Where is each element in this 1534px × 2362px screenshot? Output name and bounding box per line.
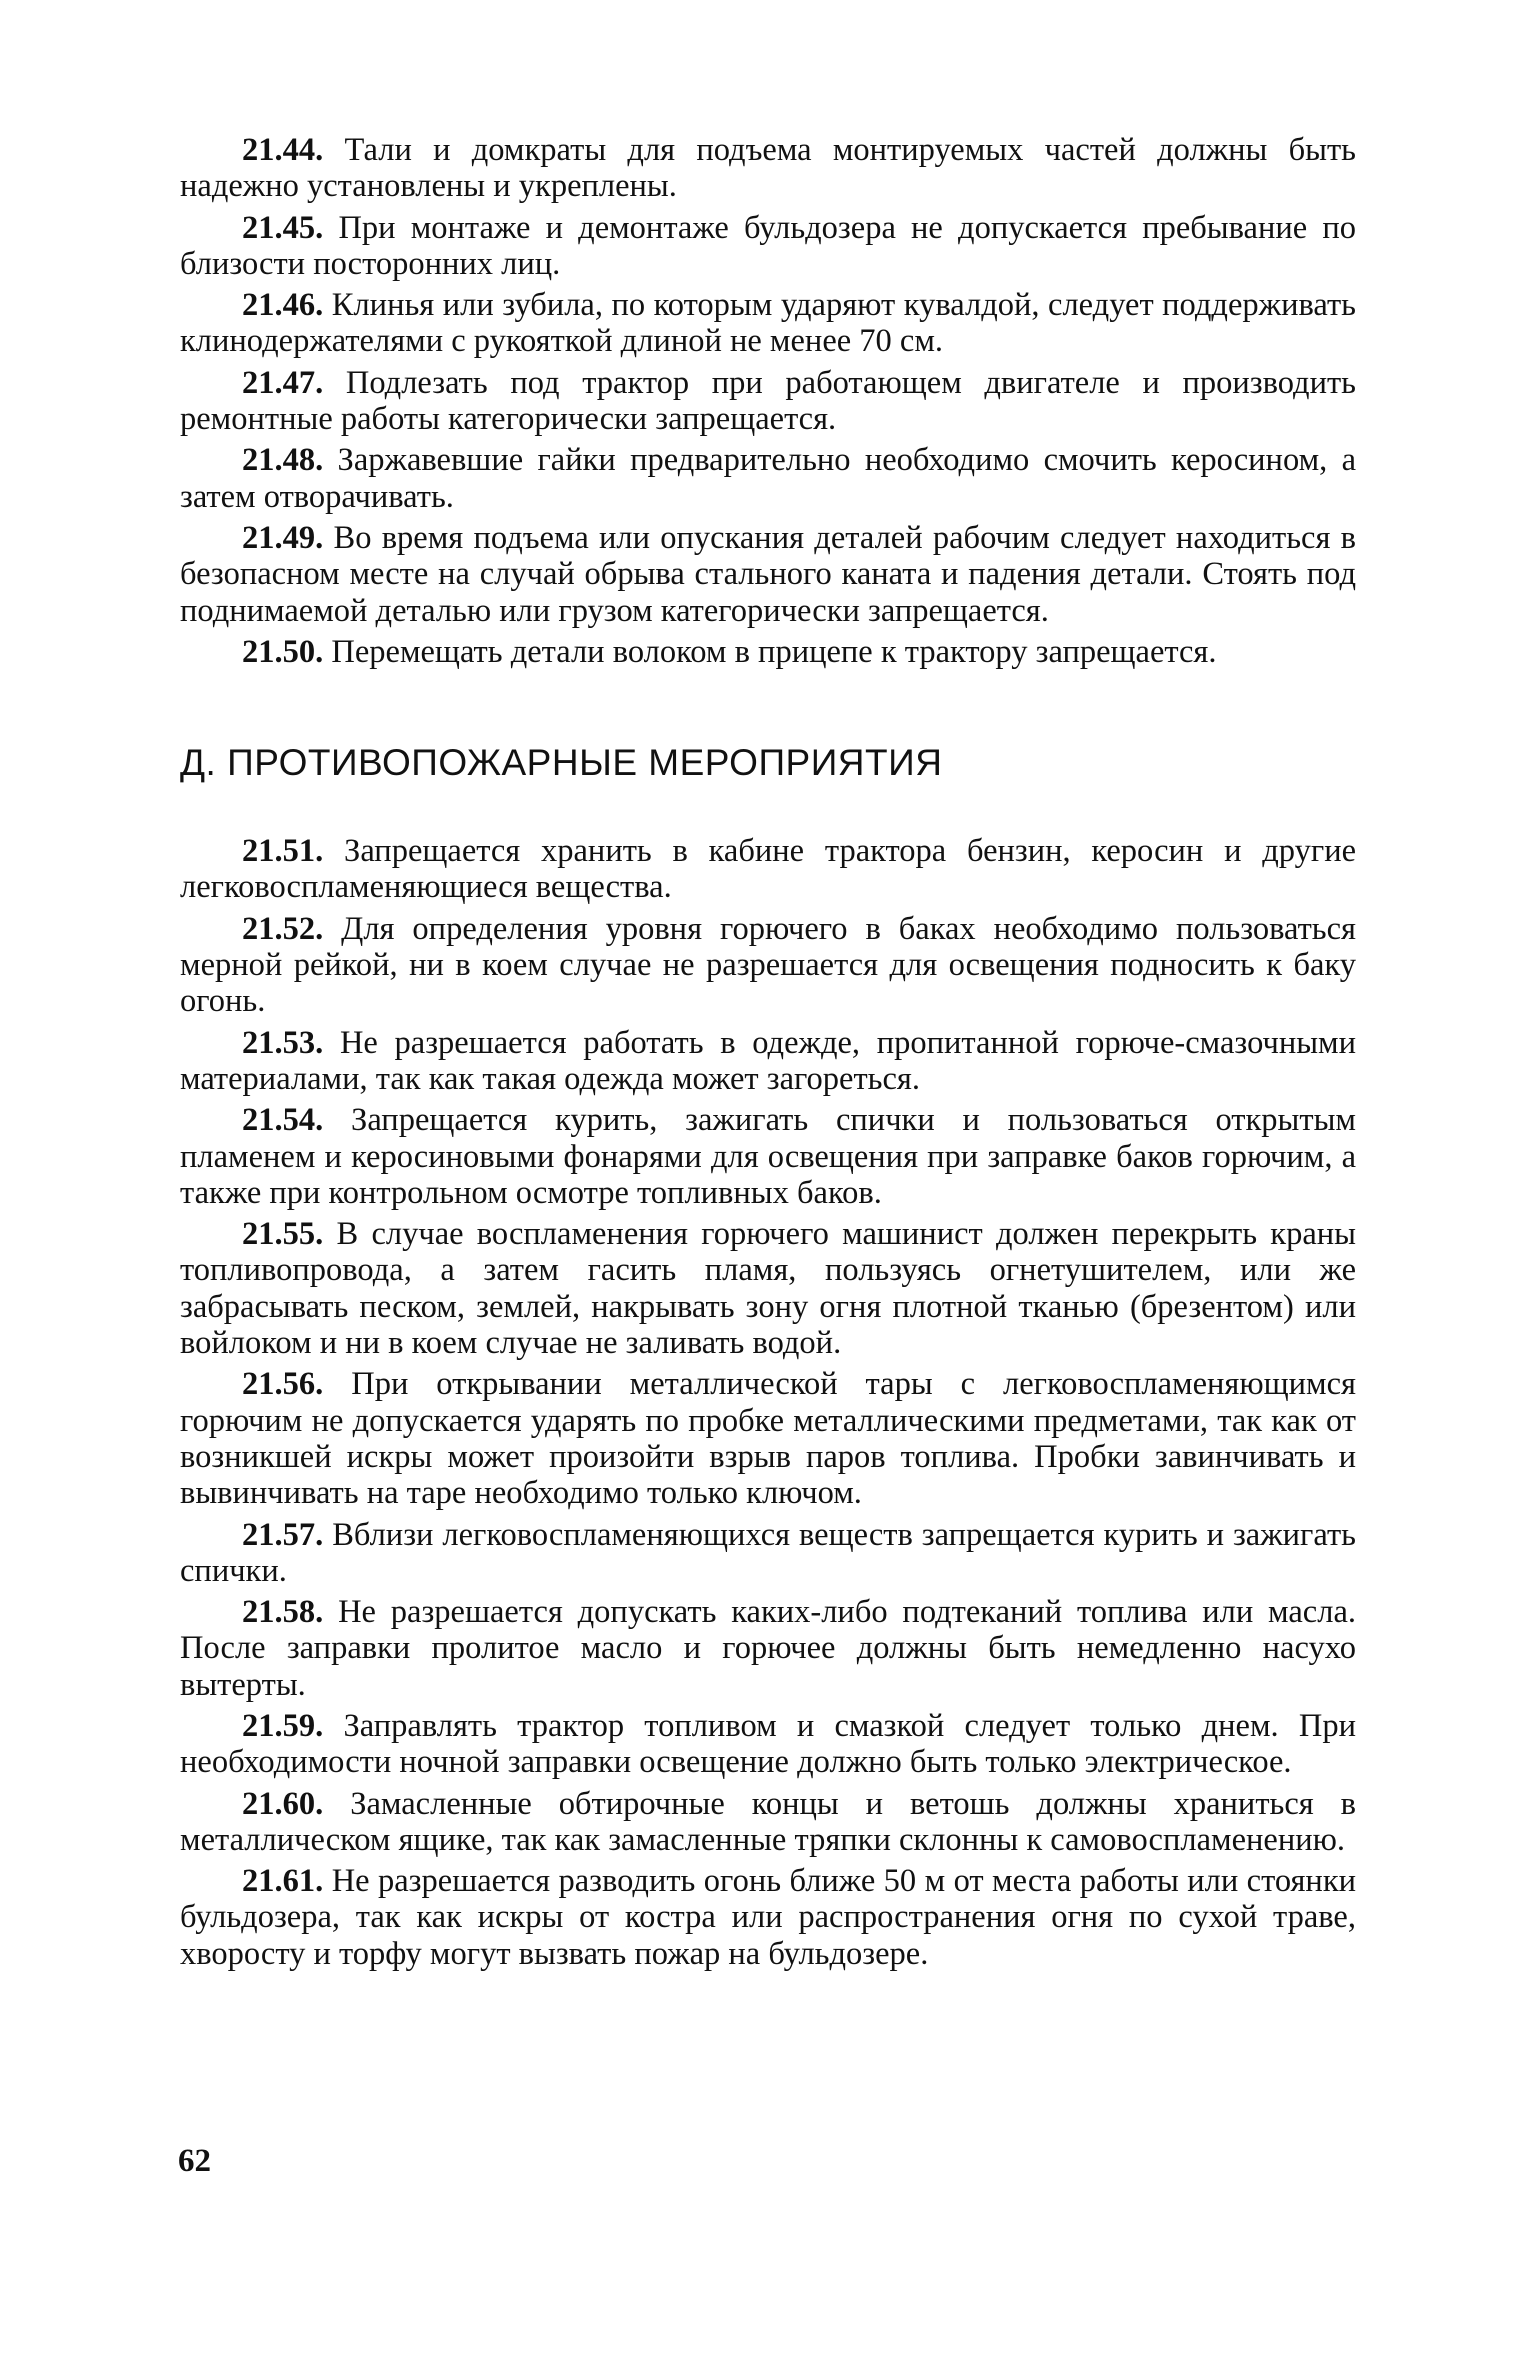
paragraph-21-57 bbox=[180, 1517, 1356, 1590]
item-text: Во время подъема или опускания деталей рабочим следует находиться в безопасном месте на случай обрыва стального каната и падения детали. Стоять под поднимаемой деталью или грузом категорически запрещается. bbox=[180, 519, 1357, 629]
paragraph-21-59 bbox=[180, 1708, 1356, 1781]
paragraph-21-55 bbox=[180, 1216, 1356, 1361]
item-text: Тали и домкраты для подъема монтируемых частей должны быть надежно установлены и укреплены. bbox=[180, 132, 1356, 205]
item-number: 21.56. bbox=[242, 1366, 324, 1403]
item-text: Не разрешается разводить огонь ближе 50 м от места работы или стоянки бульдозера, так как искры от костра или распространения огня по сухой траве, хворосту и торфу могут вызвать пожар на бульдозере. bbox=[180, 1863, 1357, 1972]
item-text: Перемещать детали волоком в прицепе к трактору запрещается. bbox=[331, 633, 1217, 670]
item-number: 21.49. bbox=[242, 519, 324, 556]
item-text: В случае воспламенения горючего машинист должен перекрыть краны топливопровода, а затем гасить пламя, пользуясь огнетушителем, или же забрасывать песком, землей, накрывать зону огня плотной тканью (брезентом) или войлоком и ни в коем случае не заливать водой. bbox=[180, 1216, 1356, 1362]
item-text: Не разрешается допускать каких-либо подтеканий топлива или масла. После заправки пролитое масло и горючее должны быть немедленно насухо вытерты. bbox=[180, 1594, 1356, 1703]
paragraph-21-49 bbox=[180, 520, 1356, 629]
page-body bbox=[180, 132, 1356, 1977]
item-number: 21.60. bbox=[242, 1785, 324, 1822]
item-number: 21.57. bbox=[242, 1516, 324, 1553]
paragraph-21-46 bbox=[180, 287, 1356, 360]
paragraph-21-50 bbox=[180, 634, 1356, 670]
item-number: 21.58. bbox=[242, 1594, 324, 1631]
item-text: Вблизи легковоспламеняющихся веществ запрещается курить и зажигать спички. bbox=[180, 1516, 1356, 1589]
paragraph-21-60 bbox=[180, 1786, 1356, 1859]
paragraph-21-45 bbox=[180, 210, 1356, 283]
paragraph-21-44 bbox=[180, 132, 1356, 205]
item-number: 21.55. bbox=[242, 1216, 324, 1253]
item-number: 21.46. bbox=[242, 287, 324, 324]
section-heading: Д. ПРОТИВОПОЖАРНЫЕ МЕРОПРИЯТИЯ bbox=[180, 742, 943, 784]
item-number: 21.44. bbox=[242, 132, 324, 168]
item-number: 21.48. bbox=[242, 442, 324, 479]
item-text: Заржавевшие гайки предварительно необходимо смочить керосином, а затем отворачивать. bbox=[180, 442, 1356, 515]
item-text: Заправлять трактор топливом и смазкой следует только днем. При необходимости ночной заправки освещение должно быть только электрическое. bbox=[180, 1707, 1357, 1781]
item-text: Клинья или зубила, по которым ударяют кувалдой, следует поддерживать клинодержателями с рукояткой длиной не менее 70 см. bbox=[180, 287, 1356, 360]
item-number: 21.54. bbox=[242, 1102, 324, 1139]
item-number: 21.45. bbox=[242, 209, 324, 246]
item-number: 21.53. bbox=[242, 1024, 324, 1061]
paragraph-21-52 bbox=[180, 911, 1356, 1020]
paragraph-21-56 bbox=[180, 1366, 1356, 1511]
item-text: Запрещается курить, зажигать спички и пользоваться открытым пламенем и керосиновыми фонарями для освещения при заправке баков горючим, а также при контрольном осмотре топливных баков. bbox=[180, 1102, 1356, 1211]
item-text: Замасленные обтирочные концы и ветошь должны храниться в металлическом ящике, так как замасленные тряпки склонны к самовоспламенению. bbox=[180, 1785, 1357, 1858]
item-text: Запрещается хранить в кабине трактора бензин, керосин и другие легковоспламеняющиеся вещества. bbox=[180, 833, 1357, 906]
item-text: Не разрешается работать в одежде, пропитанной горюче-смазочными материалами, так как такая одежда может загореться. bbox=[180, 1024, 1357, 1097]
page-number: 62 bbox=[178, 2143, 211, 2179]
paragraph-21-61 bbox=[180, 1863, 1356, 1972]
item-number: 21.50. bbox=[242, 633, 324, 670]
paragraph-21-58 bbox=[180, 1594, 1356, 1703]
item-text: При монтаже и демонтаже бульдозера не допускается пребывание по близости посторонних лиц. bbox=[180, 209, 1357, 282]
paragraph-21-51 bbox=[180, 833, 1356, 906]
item-number: 21.61. bbox=[242, 1863, 324, 1900]
item-number: 21.51. bbox=[242, 833, 324, 870]
item-text: При открывании металлической тары с легковоспламеняющимся горючим не допускается ударять по пробке металлическими предметами, так как от возникшей искры может произойти взрыв паров топлива. Пробки завинчивать и вывинчивать на таре необходимо только ключом. bbox=[180, 1366, 1356, 1512]
paragraph-21-54 bbox=[180, 1102, 1356, 1211]
paragraph-21-48 bbox=[180, 442, 1356, 515]
item-number: 21.52. bbox=[242, 910, 324, 947]
item-text: Подлезать под трактор при работающем двигателе и производить ремонтные работы категорически запрещается. bbox=[180, 364, 1357, 438]
item-text: Для определения уровня горючего в баках необходимо пользоваться мерной рейкой, ни в коем случае не разрешается для освещения подносить к баку огонь. bbox=[180, 910, 1356, 1020]
item-number: 21.59. bbox=[242, 1707, 324, 1744]
item-number: 21.47. bbox=[242, 364, 324, 401]
paragraph-21-53 bbox=[180, 1025, 1356, 1098]
paragraph-21-47 bbox=[180, 365, 1356, 438]
